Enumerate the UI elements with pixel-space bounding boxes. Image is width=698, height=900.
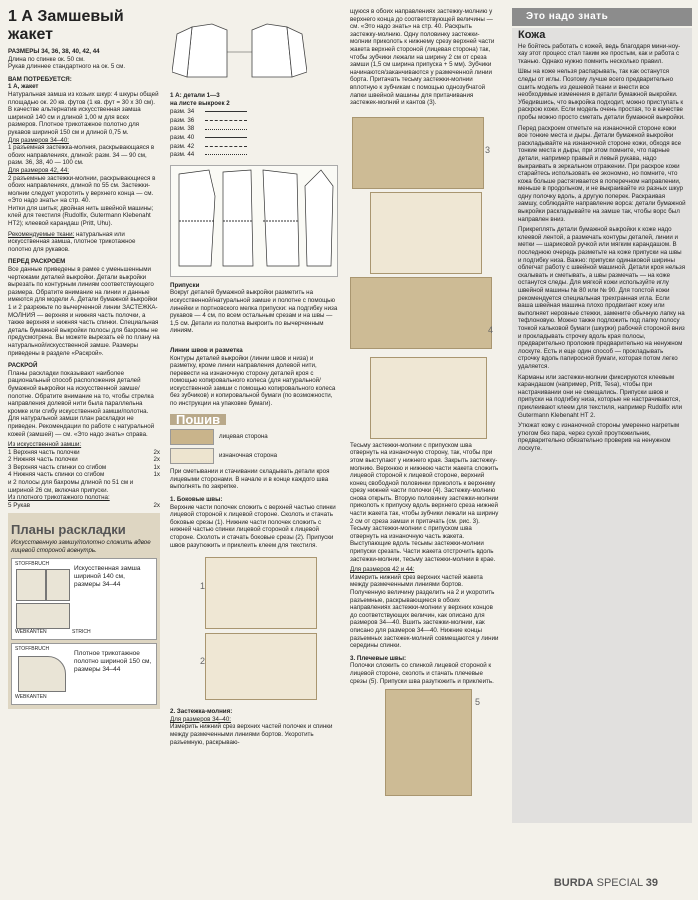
- plan1-label: Искусственная замша шириной 140 см, размеры 34–44: [74, 564, 141, 588]
- sidebar-p4: Прикреплять детали бумажной выкройки к коже надо клеевой лентой, а размечать контуры деталей, линии и метки — шариковой ручкой или мягким карандашом. В последнюю очередь разметьте на коже припуски на швы и подгибку низа. Важно: припуски одинаковой ширины облегчат работу с швейной машиной. Детали кроя нельзя скалывать и сметывать, а швы размечать — на коже останутся следы. Для мягкой кожи используйте иглу швейной машины № 80 или № 90. Для толстой кожи рекомендуется специальная трехгранная игла. Если ваша швейная машина плохо продвигает кожу или выполняет неровные стежки, замените обычную лапку на тефлоновую. Можно также подложить под лапку полосу тонкой кальковой бумаги (шкурки) рабочей стороной вниз и прокладывать строчку вдоль края полосы, предварительно проложив предварительно на ненужном лоскуте. Есть и еще один способ — прокладывать строчку вдоль папиросной бумаги, которая потом легко удаляется.: [518, 226, 686, 370]
- sidebar-p5: Карманы или застежки-молнии фиксируются клеевым карандашом (например, Pritt, Tesa), чтобы при настрачивании они не смещались. Припуски швов и припуски на подгибку низа, которые не настрачиваются, приклеивают клеем для текстиля, например Rudolfix или Gutermann Klebenaht HT 2.: [518, 373, 683, 419]
- list-item: 5 Рукав 2х: [8, 501, 160, 509]
- fringe-note: и 2 полосы для бахромы длиной по 51 см и шириной 26 см, включая припуски.: [8, 479, 134, 494]
- allow-title: Припуски: [170, 281, 200, 289]
- step3-title: 3. Плечевые швы:: [350, 654, 407, 662]
- sleeve-note: Рукав длиннее стандартного на ок. 5 см.: [8, 63, 126, 71]
- before-title: ПЕРЕД РАСКРОЕМ: [8, 258, 66, 266]
- sidebar-box: [512, 28, 692, 823]
- plan-suede: STOFFBRUCH Искусственная замша шириной 140 см, размеры 34–44 WEBKANTEN STRICH: [11, 558, 157, 640]
- sidebar-p6: Утюжат кожу с изнаночной стороны умеренно нагретым утюгом без пара, через сухой проутюжильник, предварительно обязательно проверив на ненужном лоскуте.: [518, 422, 680, 452]
- column-2: [170, 92, 338, 746]
- sidebar-p1: Не бойтесь работать с кожей, ведь благодаря мини-ноу-хау этот процесс стал таким же простым, как и работа с тканью. Однако нужно помнить несколько правил.: [518, 42, 681, 65]
- lines-text: Контуры деталей выкройки (линии швов и низа) и разметку, кроме линии направления долевой нити, перевести на изнаночную сторону деталей кроя с помощью копировального колеса (для натуральной/искусственной замши с помощью копировального колеса без зубчиков) и копировальной бумаги (по возможности, по инструкции на упаковке бумаги).: [170, 354, 336, 408]
- cut-title: РАСКРОЙ: [8, 362, 38, 370]
- page-footer: [554, 877, 658, 889]
- sidebar-title: Кожа: [518, 29, 546, 41]
- fabric-text: Натуральная замша из козьих шкур: 4 шкуры общей площадью ок. 20 кв. футов (1 кв. фут = 30 х 30 см). В качестве альтернатив искусственная замша шириной 140 см и длиной 1,00 м для всех размеров. Плотное трикотажное полотно для рукавов шириной 150 см и длиной 0,75 м.: [8, 90, 159, 136]
- threads: Нитки для шитья; двойная нить швейной машины; клей для текстиля (Rudolfix, Gutermann Klebenaht HT2); клеевой карандаш (Pritt, Uhu).: [8, 204, 154, 228]
- col3-text1: щуюся в обоих направлениях застежку-молнию у верхнего конца до соответствующей величины — см. «Это надо знать» на стр. 40. Раскрыть застежку-молнию. Одну половинку застежки-молнии приколоть к нижнему срезу верхней части жакета верхней стороной (лицевая сторона) так, чтобы зубчики лежали на ширину 2 см от среза замши (1,5 см ширина припуска + 5 мм). Зубчики начинаются/заканчиваются у размеченной линии борта. Притачать тесьму застежки-молнии вплотную к зубчикам с помощью однозубчатой лапки швейной машины для притачивания застежек-молний и кантов (3).: [350, 8, 495, 107]
- before-text: Все данные приведены в рамке с уменьшенными чертежами деталей выкройки. Детали выкройки вырезать по контурным линиям соответствующего размера. Обратите внимание на линии и данные имеются для модели А. Детали бумажной выкройки 1 и 2 разрежьте по вычерченной линии ЗАСТЕЖКА-МОЛНИЯ — верхняя и нижняя часть полочки, а также верхняя и нижняя часть спинки. Специальная деталь бумажной выкройки полосы для бахромы не предусмотрена. Вы можете вырезать её по плану на натуральной/искусственной замше. Размеры приведены в разделе «Раскрой».: [8, 266, 160, 357]
- step2-sub: Для размеров 34–40:: [170, 715, 232, 723]
- knit-label: Из плотного трикотажного полотна:: [8, 494, 110, 502]
- allow-text: Вокруг деталей бумажной выкройки разметить на искусственной/натуральной замше и полотне с помощью линейки и портновского мелка припуски: на подгибку низа рукавов — 4 см, по всем остальным срезам и на швы — 1,5 см. Детали из полотна выкроить по вычерченным линиям.: [170, 289, 338, 335]
- list-item: 1 Верхняя часть полочки 2х: [8, 448, 160, 456]
- page-title: 1 А Замшевый жакет: [8, 8, 124, 43]
- plans-title: Планы раскладки: [11, 522, 126, 538]
- figure-4: 4: [350, 277, 500, 442]
- plan2-label: Плотное трикотажное полотно шириной 150 см, размеры 34–44: [74, 649, 152, 673]
- cut-text: Планы раскладки показывают наиболее рациональный способ расположения деталей бумажной выкройки на искусственной замше/полотне. Обратите внимание на то, чтобы стрелка направления долевой нити была параллельна кромке или сгибу искусственной замши/полотна. Для натуральной замши план раскладки не приведен. Рекомендации по работе с натуральной кожей (замшей) — см. «Это надо знать» справа.: [8, 369, 155, 438]
- figure-5: 5: [350, 689, 500, 799]
- list-item: 3 Верхняя часть спинки со сгибом 1х: [8, 463, 160, 471]
- sizes: РАЗМЕРЫ 34, 36, 38, 40, 42, 44: [8, 48, 100, 55]
- plans-subtitle: Искусственную замшу/полотно сложить вдвое лицевой стороной вовнутрь.: [11, 539, 151, 555]
- rec-label: Рекомендуемые ткани:: [8, 230, 75, 238]
- rec-text: натуральная или искусственная замша, плотное трикотажное полотно для рукавов.: [8, 230, 136, 253]
- length-back: Длина по спинке ок. 50 см.: [8, 55, 85, 63]
- step2-title: 2. Застежка-молния:: [170, 708, 233, 716]
- list-item: 4 Нижняя часть спинки со сгибом 1х: [8, 471, 160, 479]
- column-1: [8, 8, 160, 709]
- zip1: 1 разъемная застежка-молния, раскрывающаяся в обоих направлениях, длиной: разм. 34 — 90 см, разм. 36, 38, 40 — 100 см.: [8, 144, 155, 167]
- sizes-42-44: Для размеров 42, 44:: [8, 166, 70, 174]
- need-title: ВАМ ПОТРЕБУЕТСЯ:: [8, 75, 72, 83]
- pattern-head: 1 А: детали 1—3: [170, 92, 220, 99]
- face-swatch: [170, 429, 214, 445]
- col3-text2: Тесьму застежки-молнии с припуском шва отвернуть на изнаночную сторону, так, чтобы при этом выступают у нижнего края. Закрыть застежку-молнию. Верхнюю и нижнюю части жакета сложить лицевой стороной к лицевой стороне, верхний конец свободной половинки приколоть к верхнему срезу нижней части полочки (4). Застежку-молнию снова открыть. Вторую половинку застежки-молнии приколоть к припуску вдоль верхнего среза нижней части жакета так, чтобы зубчики лежали на ширину 2 см от среза замши и притачать (см. рис. 3). Тесьму застежки-молнии с припуском шва отвернуть на изнаночную часть жакета. Выступающие вдоль тесьмы застежки-молнии припуски срезать. Части жакета отстрочить вдоль застежки-молнии, тесьму застежки-молнии в крае.: [350, 441, 499, 563]
- page-number: 39: [645, 877, 658, 889]
- size-legend: разм. 34 разм. 36 разм. 38 разм. 40 разм. 42 разм. 44: [170, 108, 338, 159]
- sizes-34-40: Для размеров 34–40:: [8, 136, 70, 144]
- brand-special: SPECIAL: [596, 877, 643, 889]
- step1-title: 1. Боковые швы:: [170, 496, 223, 504]
- jacket-sketch: [172, 22, 307, 82]
- parts-list: [8, 449, 160, 479]
- pattern-miniatures: [170, 165, 338, 277]
- zip2: 2 разъемные застежки-молнии, раскрывающиеся в обоих направлениях, длиной по 55 см. Застежки-молнии следует укоротить у верхнего конца — см. «Это надо знать» на стр. 40.: [8, 174, 156, 205]
- section-poshiv: Пошив: [170, 414, 226, 426]
- col3-sub42: Для размеров 42 и 44:: [350, 566, 415, 574]
- back-label: изнаночная сторона: [219, 452, 278, 460]
- back-swatch: [170, 448, 214, 464]
- sidebar: [512, 28, 692, 823]
- step1-text: Верхние части полочек сложить с верхней частью спинки лицевой стороной к лицевой стороне. Сколоть и стачать боковые срезы (1). Нижние части полочек сложить с нижней частью спинки лицевой стороной к лицевой стороне. Сколоть и стачать боковые срезы (2). Припуски швов разутюжить и приклеить клеем для текстиля.: [170, 503, 336, 549]
- step3-text: Полочки сложить со спинкой лицевой стороной к лицевой стороне, сколоть и стачать плечевые срезы (5). Припуски шва разутюжить и приклеить.: [350, 662, 494, 685]
- sidebar-p3: Перед раскроем отметьте на изнаночной стороне кожи все тонкие места и дыры. Детали бумажной выкройки раскладывайте на изнаночной стороне кожи, обходя все тонкие места и дыры, при этом помните, что парные детали, например правый и левый рукава, надо выкраивать в зеркальном отражении. При раскрое кожи старайтесь использовать ее экономно, но помните, что кожа больше растягивается в поперечном направлении, меньше в продольном, и не выкраивайте из разных шкур одну полочку вдоль, а другую поперек. Раскраивая замшу, соблюдайте направление ворса: детали бумажной выкройки раскладывайте на замше так, чтобы ворс был направлен вниз.: [518, 124, 686, 223]
- figure-3: 3: [350, 107, 500, 277]
- plan-knit: STOFFBRUCH Плотное трикотажное полотно шириной 150 см, размеры 34–44 WEBKANTEN: [11, 643, 157, 705]
- figure-1-2: 1 2: [170, 553, 338, 703]
- list-item: 2 Нижняя часть полочки 2х: [8, 456, 160, 464]
- brand: BURDA: [553, 877, 594, 889]
- lines-title: Линии швов и разметка: [170, 346, 243, 354]
- layout-plans: [8, 513, 160, 708]
- suede-label: Из искусственной замши:: [8, 441, 82, 449]
- sidebar-ribbon: Это надо знать: [512, 8, 692, 26]
- sew-text: При сметывании и стачивании складывать детали кроя лицевыми сторонами. В начале и в конце каждого шва выполнять по закрепке.: [170, 468, 330, 491]
- sidebar-p2: Швы на коже нельзя распарывать, так как останутся следы от иглы. Поэтому лучше всего предварительно сшить модель из дешевой ткани и внести все необходимые изменения в детали бумажной выкройки. Убедившись, что выкройка подходит, можно приступать к раскрою кожи. Если модель очень простая, то в качестве пробы можно просто сметать детали бумажной выкройки.: [518, 68, 685, 121]
- col3-text3: Измерить нижний срез верхних частей жакета между размеченными линиями бортов. Полученную величину разделить на 2 и укоротить разъемные, раскрывающиеся в обоих направлениях застежки-молнии у верхних концов до соответствующих величин, как описано для размеров 34—40. Вшить застежки-молнии, как описано для размеров 34—40. Нижние концы разъемных застежек-молний совмещаются у линии середины спинки.: [350, 573, 499, 650]
- face-label: лицевая сторона: [219, 433, 268, 441]
- pattern-sheet: на листе выкроек 2: [170, 99, 230, 107]
- variant: 1 А, жакет: [8, 83, 39, 91]
- column-3: [350, 8, 500, 799]
- step2-text: Измерить нижний срез верхних частей полочек и спинки между размеченными линиями бортов. Укоротить разъемную, раскрываю-: [170, 723, 333, 746]
